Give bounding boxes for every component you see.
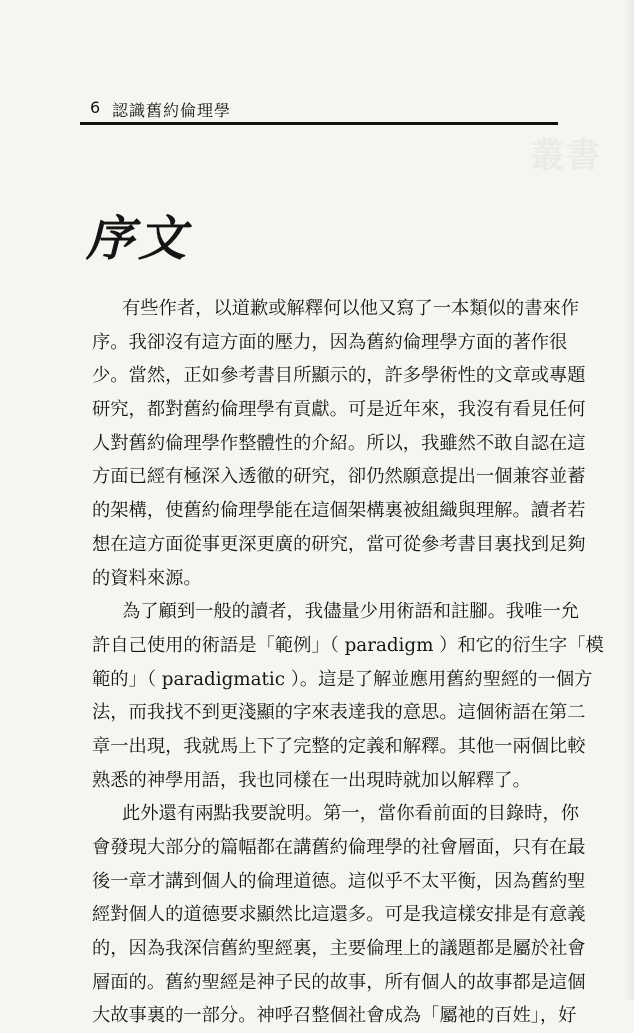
text-line: 經對個人的道德要求顯然比這還多。可是我這樣安排是有意義: [92, 904, 586, 926]
text-line: 序。我卻沒有這方面的壓力，因為舊約倫理學方面的著作很: [92, 331, 568, 353]
text-line: 許自己使用的術語是「範例」（ paradigm ）和它的衍生字「模: [92, 634, 604, 656]
text-line: 章一出現，我就馬上下了完整的定義和解釋。其他一兩個比較: [92, 735, 586, 757]
text-line: 的架構，使舊約倫理學能在這個架構裏被組織與理解。讀者若: [92, 500, 586, 522]
text-line: 研究，都對舊約倫理學有貢獻。可是近年來，我沒有看見任何: [92, 399, 586, 421]
text-line: 法，而我找不到更淺顯的字來表達我的意思。這個術語在第二: [92, 702, 586, 724]
text-line: 此外還有兩點我要說明。第一，當你看前面的目錄時，你: [122, 803, 580, 825]
text-line: 有些作者，以道歉或解釋何以他又寫了一本類似的書來作: [122, 298, 580, 319]
text-line: 範的」（ paradigmatic ）。這是了解並應用舊約聖經的一個方: [92, 668, 593, 690]
text-line: 人對舊約倫理學作整體性的介紹。所以，我雖然不敢自認在這: [92, 432, 586, 454]
header-rule: [80, 122, 558, 125]
text-line: 會發現大部分的篇幅都在講舊約倫理學的社會層面，只有在最: [92, 837, 586, 858]
running-title: 認識舊約倫理學: [112, 101, 232, 120]
scan-edge: [624, 0, 634, 1000]
text-line: 大故事裏的一部分。神呼召整個社會成為「屬祂的百姓」，好: [92, 1005, 577, 1027]
text-line: 的資料來源。: [92, 567, 202, 589]
text-line: 想在這方面從事更深更廣的研究，當可從參考書目裏找到足夠: [92, 533, 586, 555]
text-line: 後一章才講到個人的倫理道德。這似乎不太平衡，因為舊約聖: [92, 870, 586, 892]
body-text: [92, 292, 604, 1033]
text-line: 方面已經有極深入透徹的研究，卻仍然願意提出一個兼容並蓄: [92, 466, 586, 488]
running-header: [80, 98, 554, 122]
text-line: 熟悉的神學用語，我也同樣在一出現時就加以解釋了。: [92, 769, 531, 791]
page-number: 6: [90, 98, 101, 117]
chapter-title: 序文: [86, 211, 191, 267]
text-line: 為了顧到一般的讀者，我儘量少用術語和註腳。我唯一允: [122, 601, 580, 623]
text-line: 層面的。舊約聖經是神子民的故事，所有個人的故事都是這個: [92, 971, 586, 993]
text-line: 少。當然，正如參考書目所顯示的，許多學術性的文章或專題: [92, 365, 586, 387]
bleed-through-text: 叢書: [530, 136, 602, 176]
text-line: 的，因為我深信舊約聖經裏，主要倫理上的議題都是屬於社會: [92, 938, 586, 960]
